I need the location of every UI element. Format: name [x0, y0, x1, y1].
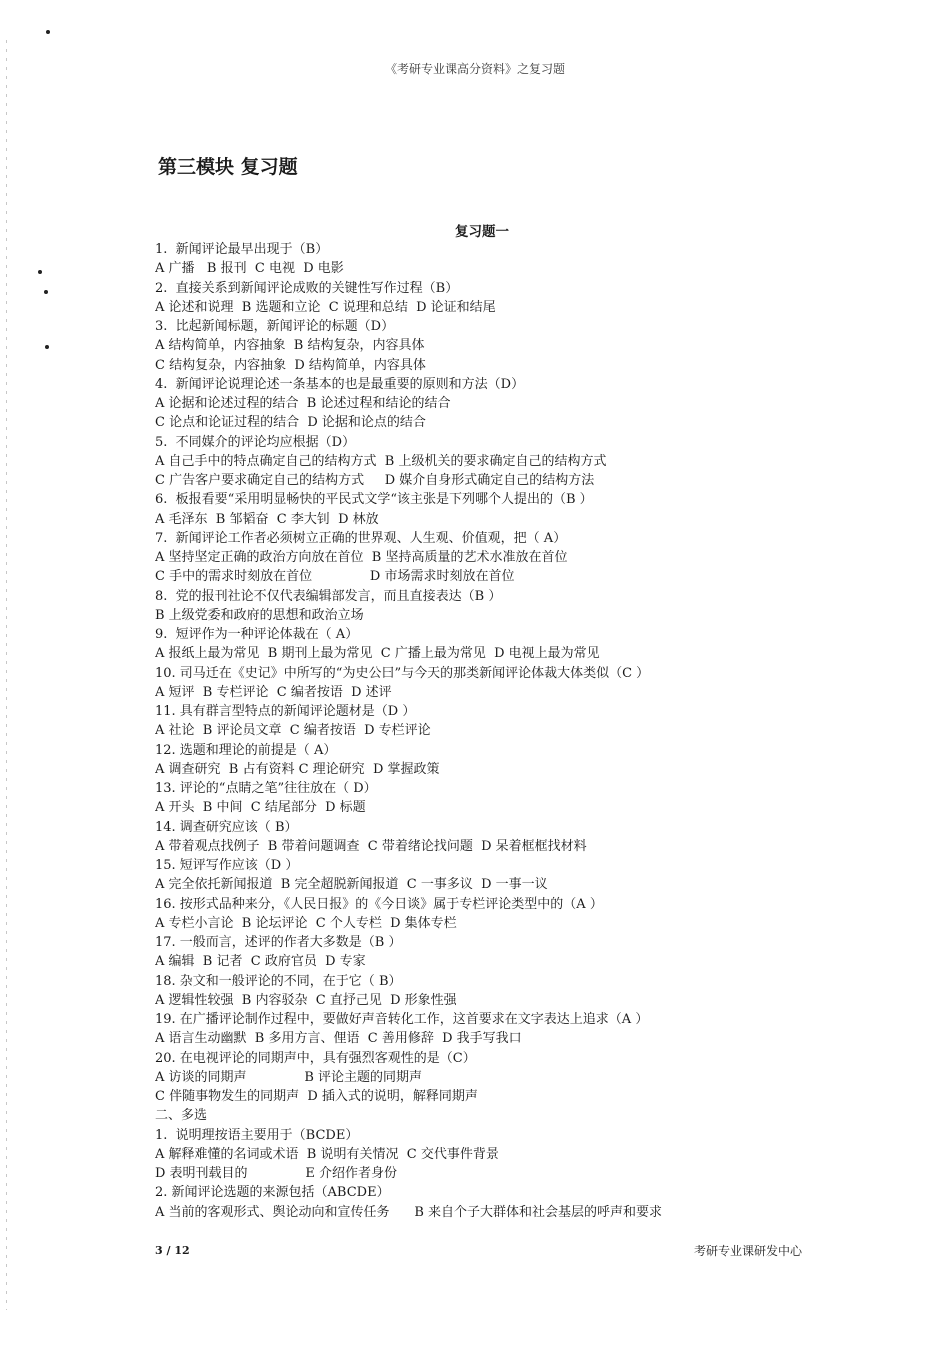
text-line: A 毛泽东 B 邹韬奋 C 李大钊 D 林放	[155, 511, 379, 527]
text-line: 2. 新闻评论选题的来源包括（ABCDE）	[155, 1185, 390, 1201]
text-line: 8. 党的报刊社论不仅代表编辑部发言，而且直接表达（B ）	[155, 588, 502, 604]
scan-speck	[46, 30, 50, 34]
text-line: A 论述和说理 B 选题和立论 C 说理和总结 D 论证和结尾	[155, 299, 496, 315]
text-line: 3. 比起新闻标题，新闻评论的标题（D）	[155, 319, 395, 334]
text-line: C 广告客户要求确定自己的结构方式 D 媒介自身形式确定自己的结构方法	[155, 473, 595, 488]
text-line: A 解释难懂的名词或术语 B 说明有关情况 C 交代事件背景	[155, 1146, 499, 1162]
scan-speck	[44, 290, 48, 294]
text-line: A 带着观点找例子 B 带着问题调查 C 带着绪论找问题 D 呆着框框找材料	[155, 838, 587, 854]
text-line: 7. 新闻评论工作者必须树立正确的世界观、人生观、价值观，把（ A）	[155, 530, 567, 546]
module-title: 第三模块 复习题	[158, 156, 298, 178]
text-line: A 开头 B 中间 C 结尾部分 D 标题	[155, 800, 366, 816]
text-line: A 当前的客观形式、舆论动向和宣传任务 B 来自个子大群体和社会基层的呼声和要求	[155, 1204, 663, 1220]
text-line: C 结构复杂，内容抽象 D 结构简单，内容具体	[155, 357, 426, 373]
text-line: 5. 不同媒介的评论均应根据（D）	[155, 434, 356, 450]
text-line: C 手中的需求时刻放在首位 D 市场需求时刻放在首位	[155, 569, 515, 585]
text-line: 11. 具有群言型特点的新闻评论题材是（D ）	[155, 704, 416, 719]
text-line: 1. 新闻评论最早出现于（B）	[155, 242, 329, 257]
text-line: A 短评 B 专栏评论 C 编者按语 D 述评	[155, 684, 392, 700]
text-line: 13. 评论的“点睛之笔”往往放在（ D）	[155, 781, 377, 796]
text-line: A 逻辑性较强 B 内容驳杂 C 直抒己见 D 形象性强	[155, 992, 457, 1008]
text-line: D 表明刊载目的 E 介绍作者身份	[155, 1166, 398, 1181]
text-line: 16. 按形式品种来分，《人民日报》的《今日谈》属于专栏评论类型中的（A ）	[155, 896, 603, 912]
page-number: 3 / 12	[155, 1244, 190, 1257]
text-line: 4. 新闻评论说理论述一条基本的也是最重要的原则和方法（D）	[155, 376, 525, 392]
text-line: 19. 在广播评论制作过程中，要做好声音转化工作，这首要求在文字表达上追求（A ）	[155, 1012, 649, 1027]
text-line: 12. 选题和理论的前提是（ A）	[155, 742, 337, 758]
text-line: 20. 在电视评论的同期声中，具有强烈客观性的是（C）	[155, 1050, 476, 1066]
text-line: A 社论 B 评论员文章 C 编者按语 D 专栏评论	[155, 723, 431, 739]
text-line: A 论据和论述过程的结合 B 论述过程和结论的结合	[155, 396, 451, 411]
text-line: A 坚持坚定正确的政治方向放在首位 B 坚持高质量的艺术水准放在首位	[155, 550, 568, 565]
text-line: 二、多选	[155, 1108, 208, 1124]
text-line: 2. 直接关系到新闻评论成败的关键性写作过程（B）	[155, 280, 459, 296]
text-line: 9. 短评作为一种评论体裁在（ A）	[155, 627, 359, 642]
scan-speck	[45, 345, 49, 349]
text-line: A 专栏小言论 B 论坛评论 C 个人专栏 D 集体专栏	[155, 915, 457, 931]
text-line: C 论点和论证过程的结合 D 论据和论点的结合	[155, 415, 426, 431]
section-title: 复习题一	[455, 224, 509, 240]
text-line: C 伴随事物发生的同期声 D 插入式的说明，解释同期声	[155, 1089, 478, 1104]
text-line: 10. 司马迁在《史记》中所写的“为史公曰”与今天的那类新闻评论体裁大体类似（C ）	[155, 665, 650, 681]
text-line: 18. 杂文和一般评论的不同，在于它（ B）	[155, 973, 402, 989]
text-line: B 上级党委和政府的思想和政治立场	[155, 607, 364, 623]
text-line: 1. 说明理按语主要用于（BCDE）	[155, 1127, 359, 1143]
text-line: 15. 短评写作应该（D ）	[155, 858, 299, 873]
text-line: A 自己手中的特点确定自己的结构方式 B 上级机关的要求确定自己的结构方式	[155, 453, 607, 469]
text-line: A 编辑 B 记者 C 政府官员 D 专家	[155, 954, 366, 970]
page-header: 《考研专业课高分资料》之复习题	[384, 62, 565, 76]
scan-speck	[38, 270, 42, 274]
text-line: A 调查研究 B 占有资料 C 理论研究 D 掌握政策	[155, 761, 440, 777]
text-line: A 语言生动幽默 B 多用方言、俚语 C 善用修辞 D 我手写我口	[155, 1031, 522, 1047]
text-line: A 访谈的同期声 B 评论主题的同期声	[155, 1069, 423, 1085]
text-line: A 完全依托新闻报道 B 完全超脱新闻报道 C 一事多议 D 一事一议	[155, 877, 548, 893]
text-line: 14. 调查研究应该（ B）	[155, 819, 298, 835]
text-line: 6. 板报看要“采用明显畅快的平民式文学“该主张是下列哪个人提出的（B ）	[155, 492, 593, 508]
text-line: A 报纸上最为常见 B 期刊上最为常见 C 广播上最为常见 D 电视上最为常见	[155, 646, 600, 662]
text-line: A 广播 B 报刊 C 电视 D 电影	[155, 261, 344, 277]
question-list	[155, 240, 855, 1222]
text-line: 17. 一般而言，述评的作者大多数是（B ）	[155, 935, 402, 950]
footer-organization: 考研专业课研发中心	[693, 1244, 802, 1258]
text-line: A 结构简单，内容抽象 B 结构复杂，内容具体	[155, 338, 425, 354]
